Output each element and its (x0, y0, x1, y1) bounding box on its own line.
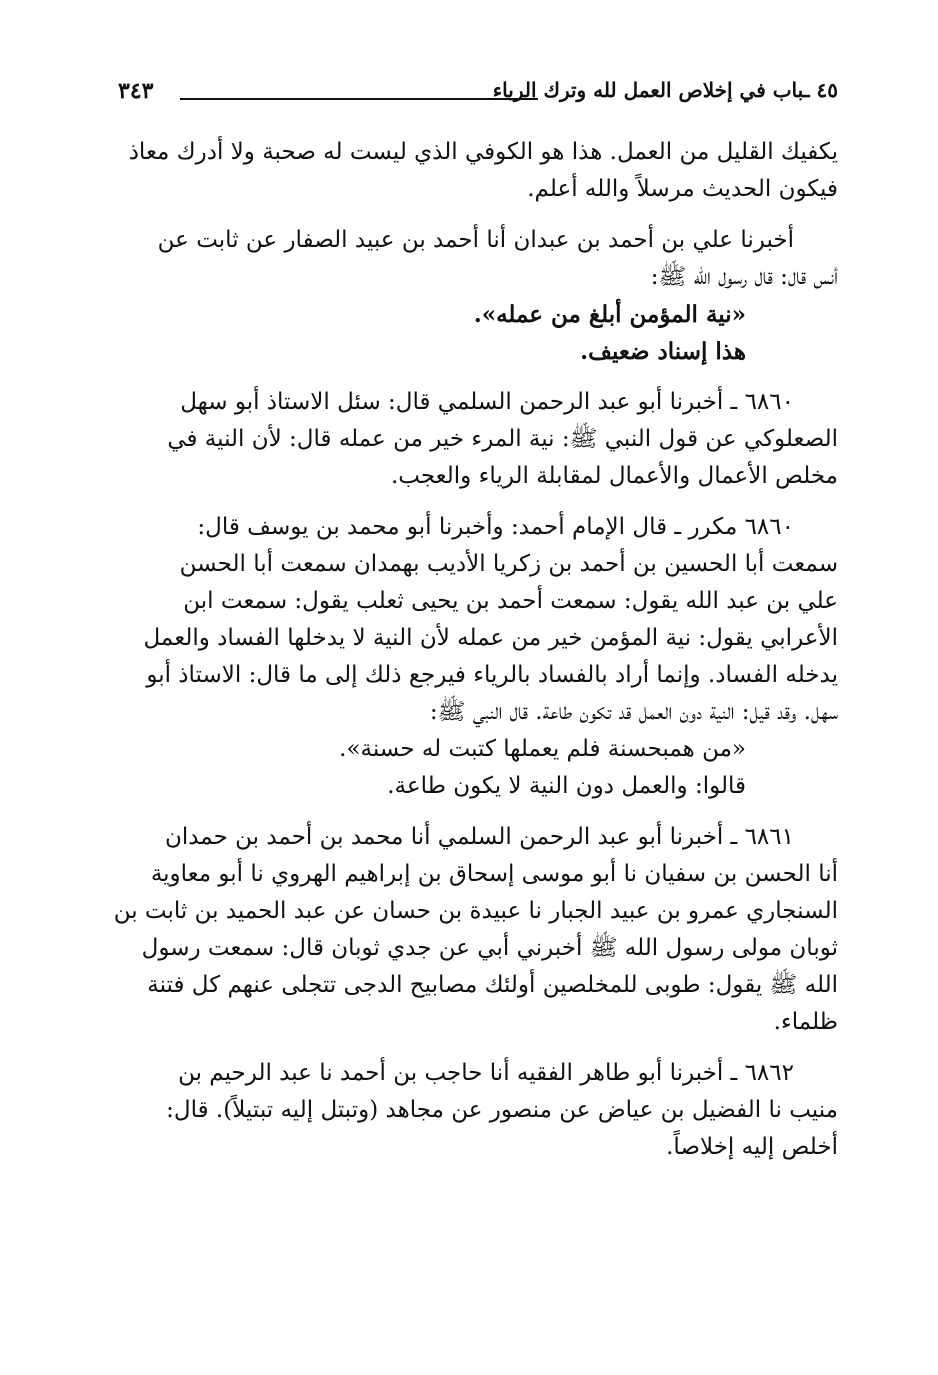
text-line: علي بن عبد الله يقول: سمعت أحمد بن يحيى ثعلب يقول: سمعت ابن (183, 588, 838, 614)
text-line: ٦٨٦١ ـ أخبرنا أبو عبد الرحمن السلمي أنا محمد بن أحمد بن حمدان (164, 824, 794, 850)
running-header (118, 70, 838, 110)
paragraph-6860-repeat (118, 509, 838, 805)
text-line: الصعلوكي عن قول النبي ﷺ: نية المرء خير من عمله قال: لأن النية في (167, 426, 838, 452)
text-line: أخلص إليه إخلاصاً. (666, 1134, 838, 1160)
chapter-title: ٤٥ ـباب في إخلاص العمل لله وترك الرياء (492, 78, 838, 102)
paragraph-6862 (118, 1055, 838, 1166)
text-line: قالوا: والعمل دون النية لا يكون طاعة. (387, 773, 746, 799)
hadith-quote: «نية المؤمن أبلغ من عمله». (473, 301, 746, 328)
text-line: الله ﷺ يقول: طوبى للمخلصين أولئك مصابيح الدجى تتجلى عنهم كل فتنة (147, 972, 838, 998)
text-line: منيب نا الفضيل بن عياض عن منصور عن مجاهد (وتبتل إليه تبتيلاً). قال: (166, 1097, 838, 1123)
text-line: ٦٨٦٠ ـ أخبرنا أبو عبد الرحمن السلمي قال: سئل الاستاذ أبو سهل (180, 389, 794, 415)
text-line: يكفيك القليل من العمل. هذا هو الكوفي الذي ليست له صحبة ولا أدرك معاذ (128, 139, 838, 165)
text-line: ٦٨٦٠ مكرر ـ قال الإمام أحمد: وأخبرنا أبو محمد بن يوسف قال: (197, 514, 794, 540)
paragraph-hadith (118, 222, 838, 370)
text-line: سمعت أبا الحسين بن أحمد بن زكريا الأديب بهمدان سمعت أبا الحسن (179, 551, 838, 577)
page-body (113, 134, 838, 1166)
text-line: أنس قال: قال رسول الله ﷺ: (650, 264, 838, 290)
hadith-quote: «من همبحسنة فلم يعملها كتبت له حسنة». (339, 736, 746, 762)
document-page (113, 70, 838, 1166)
text-line: هذا إسناد ضعيف. (580, 338, 746, 365)
text-line: أنا الحسن بن سفيان نا أبو موسى إسحاق بن إبراهيم الهروي نا أبو معاوية (150, 861, 838, 887)
text-line: أخبرنا علي بن أحمد بن عبدان أنا أحمد بن عبيد الصفار عن ثابت عن (157, 227, 794, 253)
text-line: ٦٨٦٢ ـ أخبرنا أبو طاهر الفقيه أنا حاجب بن أحمد نا عبد الرحيم بن (178, 1060, 794, 1086)
text-line: الأعرابي يقول: نية المؤمن خير من عمله لأن النية لا يدخلها الفساد والعمل (143, 625, 838, 651)
text-line: فيكون الحديث مرسلاً والله أعلم. (527, 176, 838, 202)
text-line: السنجاري عمرو بن عبيد الجبار نا عبيدة بن حسان عن عبد الحميد بن ثابت بن (113, 898, 838, 924)
text-line: يدخله الفساد. وإنما أراد بالفساد بالرياء فيرجع ذلك إلى ما قال: الاستاذ أبو (146, 662, 838, 688)
paragraph-continuation (118, 134, 838, 208)
page-number: ٣٤٣ (118, 78, 154, 104)
paragraph-6861 (113, 819, 838, 1041)
text-line: مخلص الأعمال والأعمال لمقابلة الرياء والعجب. (390, 463, 838, 489)
text-line: ثوبان مولى رسول الله ﷺ أخبرني أبي عن جدي ثوبان قال: سمعت رسول (141, 935, 838, 961)
paragraph-6860 (118, 384, 838, 495)
text-line: سهل. وقد قيل: النية دون العمل قد تكون طاعة. قال النبي ﷺ: (429, 699, 838, 725)
text-line: ظلماء. (773, 1009, 838, 1035)
header-rule (180, 98, 538, 100)
